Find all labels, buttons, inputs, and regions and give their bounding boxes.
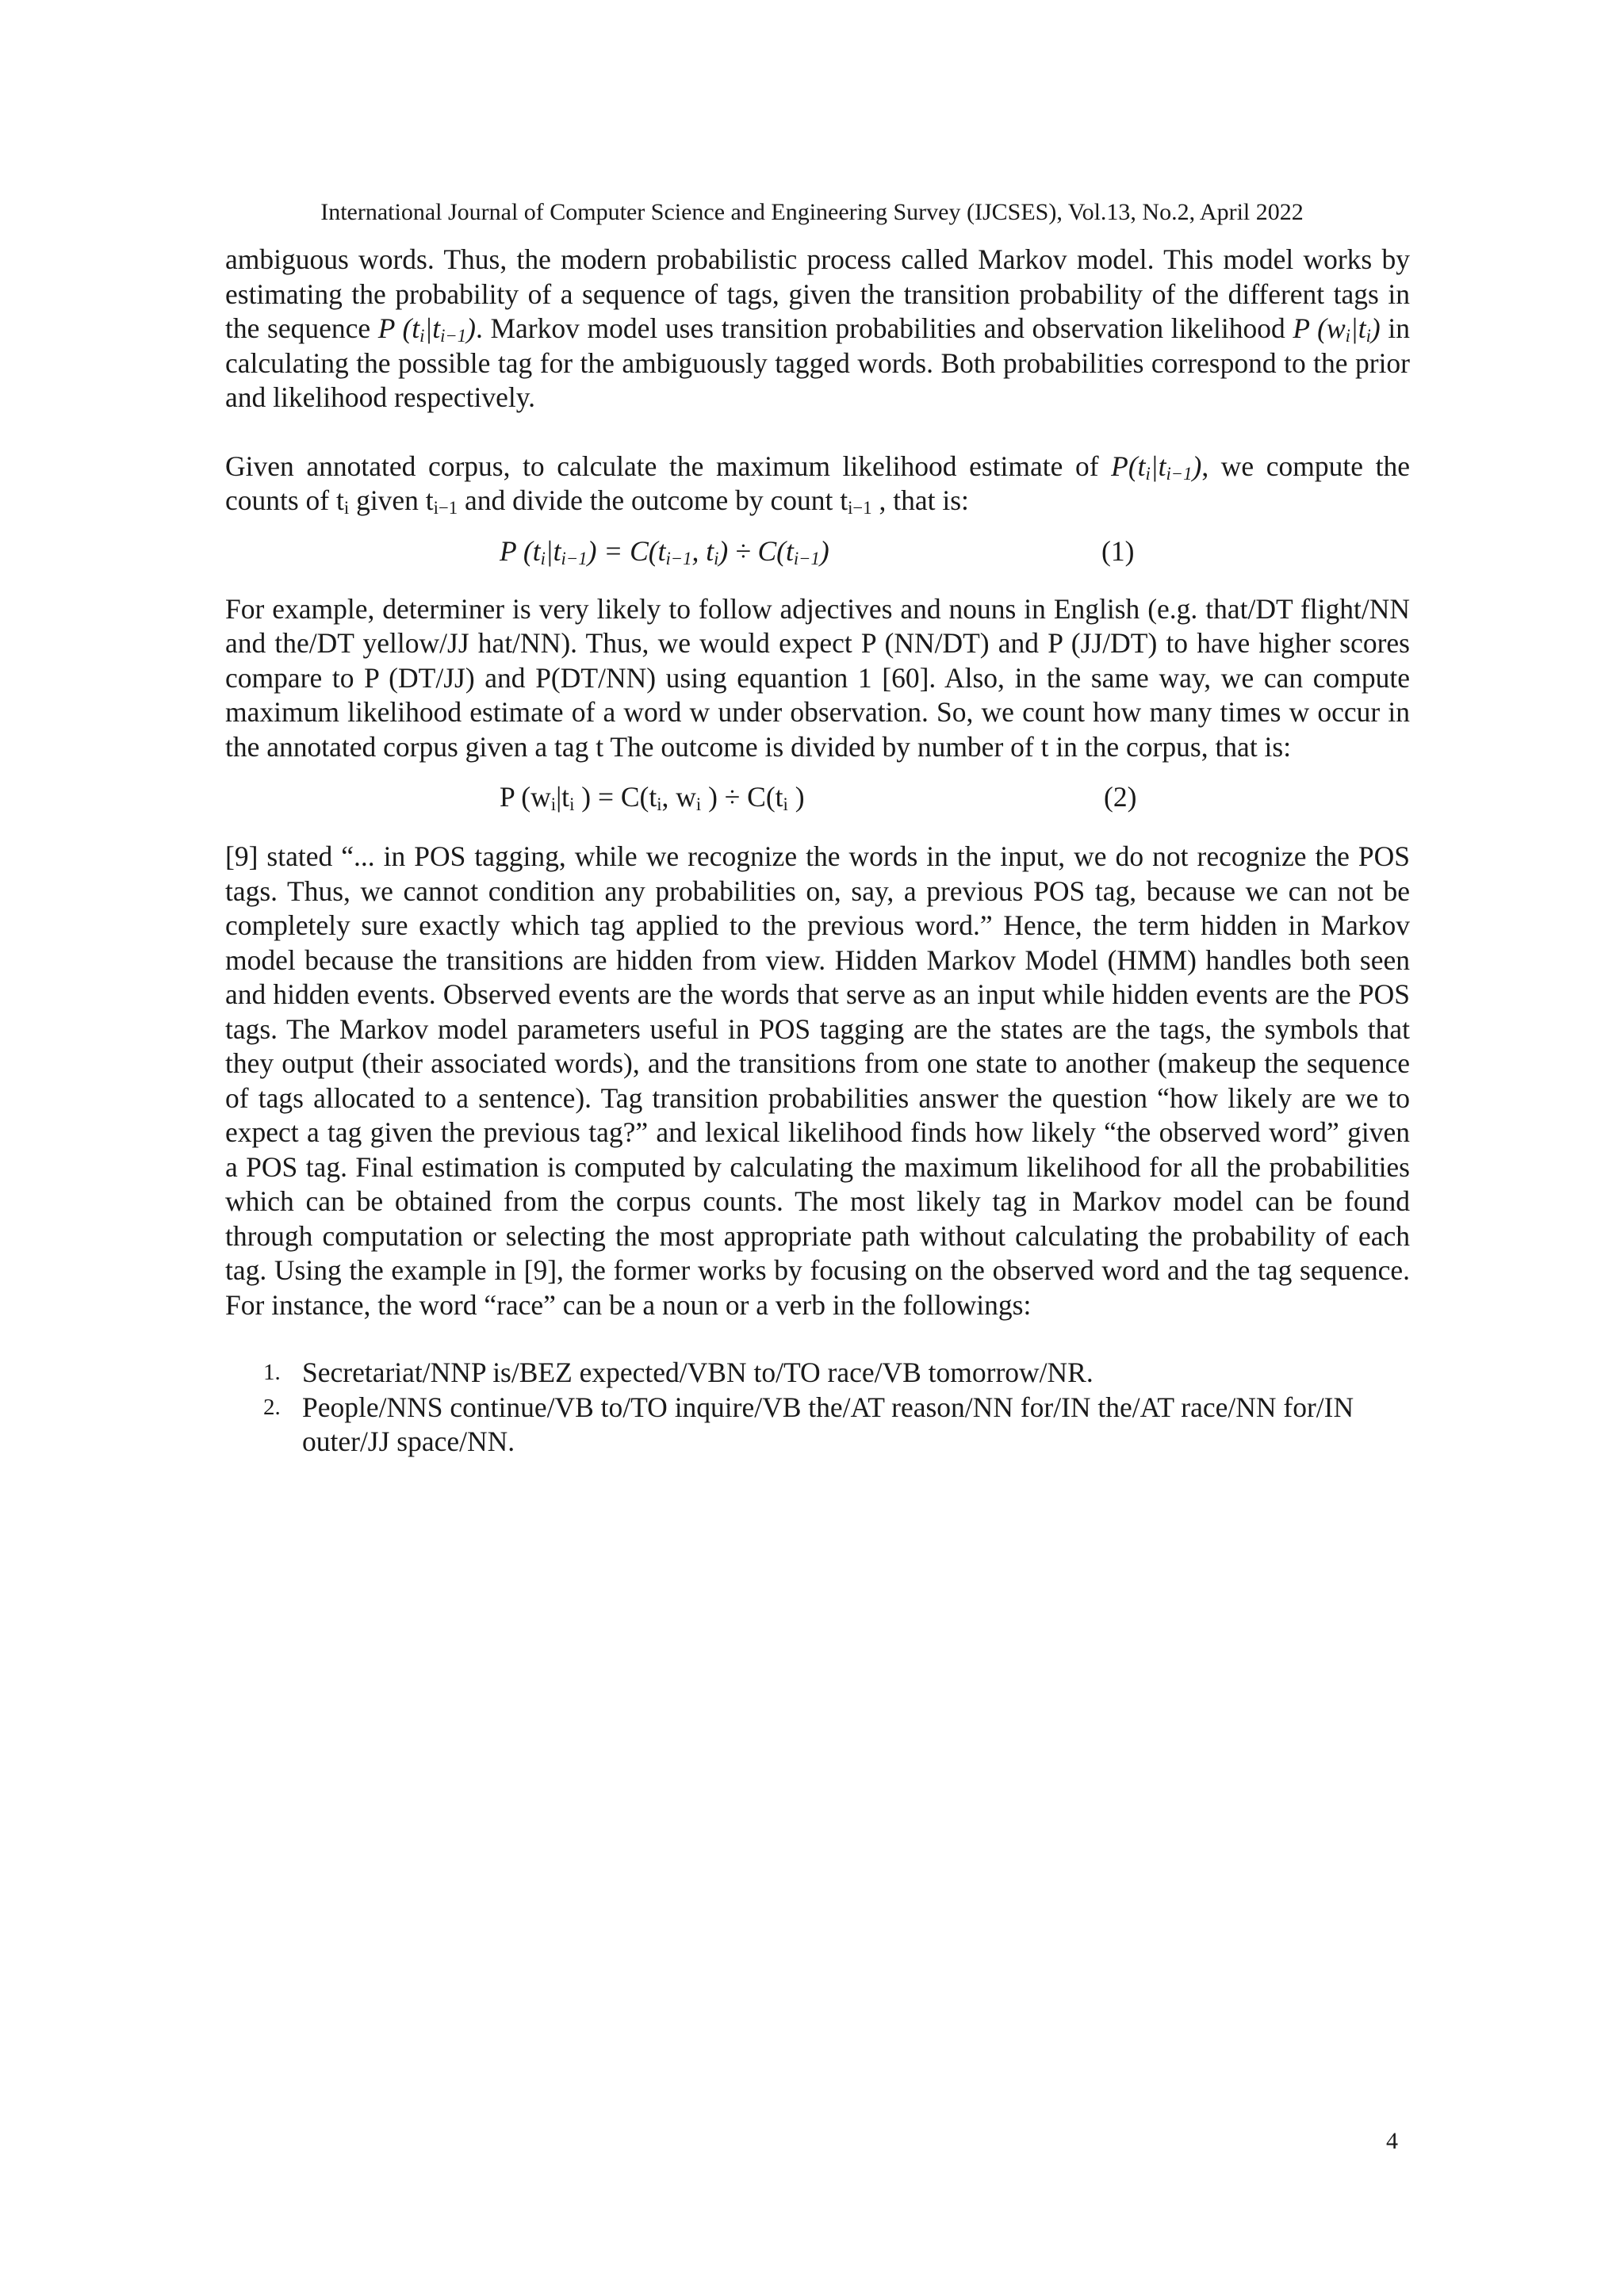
list-item-number: 1. xyxy=(263,1360,281,1385)
list-item-number: 2. xyxy=(263,1394,281,1420)
paragraph-mle-estimate: Given annotated corpus, to calculate the maximum likelihood estimate of $P(t_i|t_{i-1})$, we compute the counts of $t_i$ given $t_{i-1}$ and divide the outcome by count $t_{i-1}$ , that is: xyxy=(225,450,1410,518)
text-run: Given annotated corpus, to calculate the maximum likelihood estimate of xyxy=(225,450,1112,482)
list-item-text: People/NNS continue/VB to/TO inquire/VB the/AT reason/NN for/IN the/AT race/NN for/IN outer/JJ space/NN. xyxy=(302,1391,1354,1457)
example-sentence-list xyxy=(225,1356,1410,1460)
text-run: , we compute the counts of t xyxy=(225,450,1410,516)
list-item xyxy=(225,1356,1410,1391)
inline-math: P $(w_i|t_i)$ xyxy=(1293,312,1381,346)
paragraph-determiner-example: For example, determiner is very likely to follow adjectives and nouns in English (e.g. that/DT flight/NN and the/DT yellow/JJ hat/NN). Thus, we would expect P (NN/DT) and P (JJ/DT) to have higher scores compare to P (DT/JJ) and P(DT/NN) using equantion 1 [60]. Also, in the same way, we can compute maximum likelihood estimate of a word w under observation. So, we count how many times w occur in the annotated corpus given a tag t The outcome is divided by number of t in the corpus, that is: xyxy=(225,592,1410,763)
page-number: 4 xyxy=(1386,2128,1398,2154)
equation-2 xyxy=(225,780,1410,815)
equation-1 xyxy=(225,534,1410,569)
list-item xyxy=(225,1391,1410,1460)
equation-1-body: P $(t_i|t_{i-1}) = C(t_{i-1}$, $t_i) \div C(t_{i-1})$ xyxy=(500,534,829,568)
text-run: in calculating the possible tag for the ambiguously tagged words. Both probabilities correspond to the prior and likelihood respectively. xyxy=(225,312,1410,413)
inline-math: P $(t_i|t_{i-1})$ xyxy=(377,312,476,346)
body-text xyxy=(225,243,1410,1460)
running-header: International Journal of Computer Science and Engineering Survey (IJCSES), Vol.13, No.2, April 2022 xyxy=(320,199,1304,225)
inline-math: $P(t_i|t_{i-1})$ xyxy=(1111,450,1202,484)
paragraph-hidden-markov: [9] stated “... in POS tagging, while we recognize the words in the input, we do not recognize the POS tags. Thus, we cannot condition any probabilities on, say, a previous POS tag, because we can not be completely sure exactly which tag applied to the previous word.” Hence, the term hidden in Markov model because the transitions are hidden from view. Hidden Markov Model (HMM) handles both seen and hidden events. Observed events are the words that serve as an input while hidden events are the POS tags. The Markov model parameters useful in POS tagging are the states are the tags, the symbols that they output (their associated words), and the transitions from one state to another (makeup the sequence of tags allocated to a sentence). Tag transition probabilities answer the question “how likely are we to expect a tag given the previous tag?” and lexical likelihood finds how likely “the observed word” given a POS tag. Final estimation is computed by calculating the maximum likelihood for all the probabilities which can be obtained from the corpus counts. The most likely tag in Markov model can be found through computation or selecting the most appropriate path without calculating the probability of each tag. Using the example in [9], the former works by focusing on the observed word and the tag sequence. For instance, the word “race” can be a noun or a verb in the followings: xyxy=(225,840,1410,1321)
list-item-text: Secretariat/NNP is/BEZ expected/VBN to/TO race/VB tomorrow/NR. xyxy=(302,1357,1094,1388)
equation-1-number: (1) xyxy=(1101,534,1135,567)
text-run: . Markov model uses transition probabilities and observation likelihood xyxy=(475,312,1293,344)
equation-2-body: P ($w_i|t_i$ ) = $C(t_i$, $w_i$ ) ÷ $C(t_i$ ) xyxy=(500,781,805,814)
text-run: ambiguous words. Thus, the modern probabilistic process called Markov model. This model works by estimating the probability of a sequence of tags, given the transition probability of the different tags in the sequence xyxy=(225,243,1410,344)
paragraph-markov-intro xyxy=(225,243,1410,415)
equation-2-number: (2) xyxy=(1104,781,1137,813)
